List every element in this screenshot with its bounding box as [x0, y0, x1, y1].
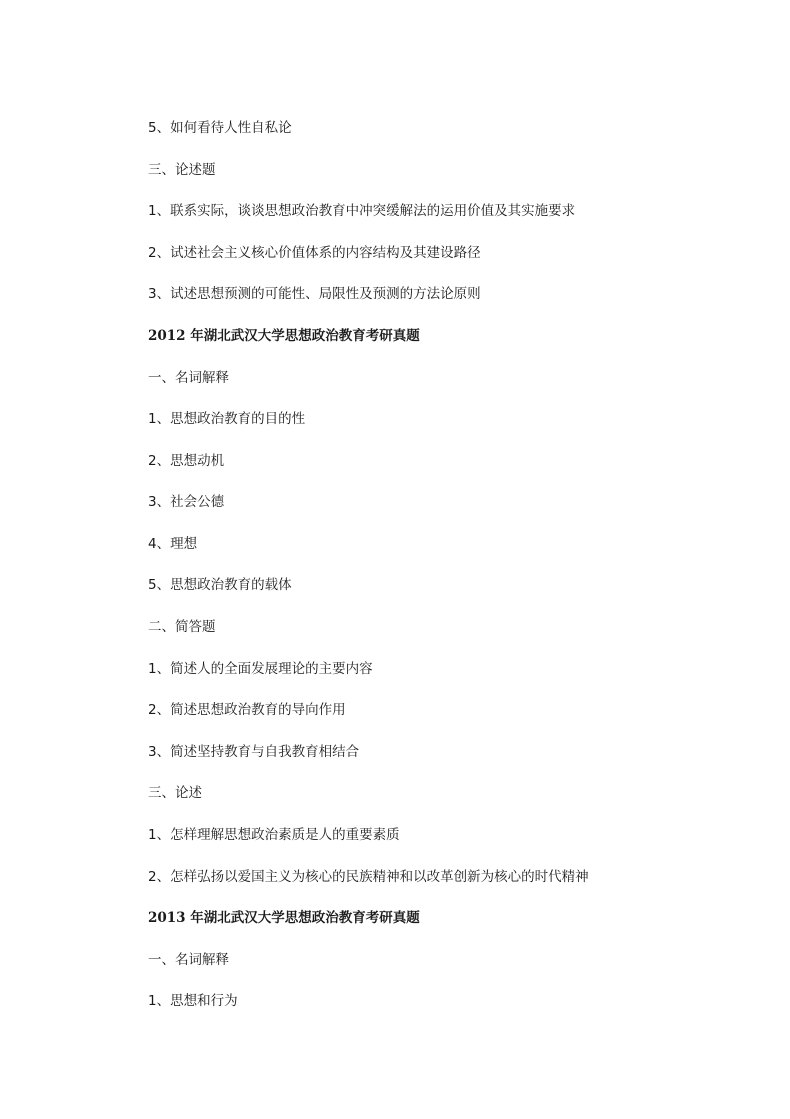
question-item: 2、试述社会主义核心价值体系的内容结构及其建设路径 [148, 245, 481, 261]
question-item: 2、怎样弘扬以爱国主义为核心的民族精神和以改革创新为核心的时代精神 [148, 869, 589, 885]
section-title: 二、简答题 [148, 619, 216, 635]
exam-heading-2012: 2012 年湖北武汉大学思想政治教育考研真题 [148, 328, 420, 344]
question-item: 1、简述人的全面发展理论的主要内容 [148, 661, 373, 677]
section-title: 一、名词解释 [148, 370, 229, 386]
question-item: 1、思想政治教育的目的性 [148, 411, 306, 427]
question-item: 3、简述坚持教育与自我教育相结合 [148, 744, 360, 760]
question-item: 2、简述思想政治教育的导向作用 [148, 702, 346, 718]
question-item: 4、理想 [148, 536, 198, 552]
section-title: 三、论述 [148, 785, 202, 801]
exam-heading-2013: 2013 年湖北武汉大学思想政治教育考研真题 [148, 910, 420, 926]
question-item: 1、思想和行为 [148, 993, 238, 1009]
question-item: 1、怎样理解思想政治素质是人的重要素质 [148, 827, 400, 843]
question-item: 3、社会公德 [148, 494, 225, 510]
question-item: 5、如何看待人性自私论 [148, 120, 292, 136]
question-item: 5、思想政治教育的载体 [148, 577, 292, 593]
question-item: 3、试述思想预测的可能性、局限性及预测的方法论原则 [148, 286, 481, 302]
question-item: 1、联系实际，谈谈思想政治教育中冲突缓解法的运用价值及其实施要求 [148, 203, 576, 219]
question-item: 2、思想动机 [148, 453, 225, 469]
section-title: 三、论述题 [148, 162, 216, 178]
section-title: 一、名词解释 [148, 952, 229, 968]
